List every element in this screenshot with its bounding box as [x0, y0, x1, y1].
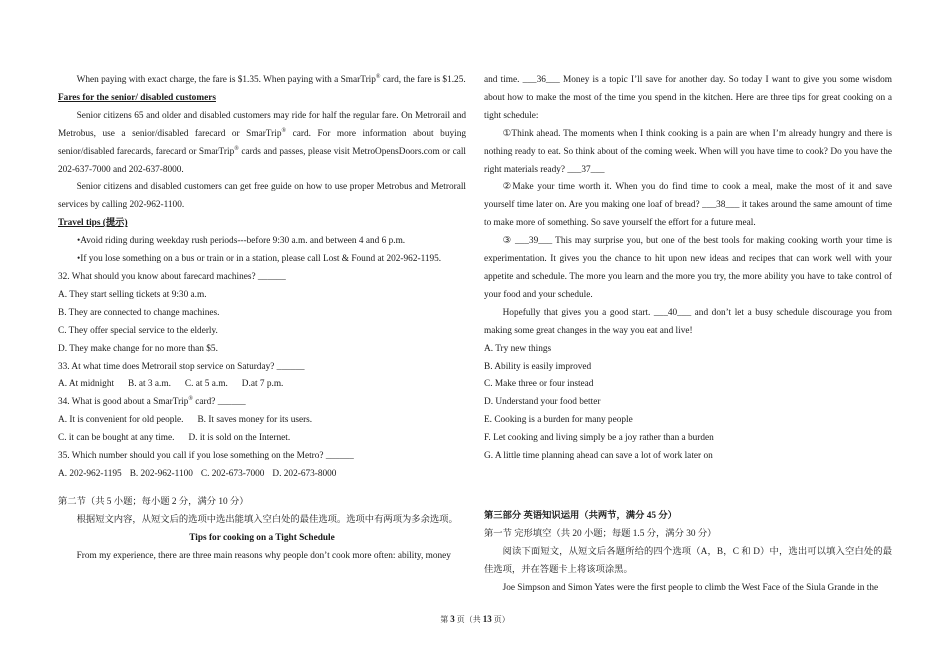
- q34-option-c: C. it can be bought at any time.: [58, 433, 175, 444]
- part-3-heading: 第三部分 英语知识运用（共两节，满分 45 分）: [484, 510, 677, 521]
- spacer: [58, 484, 466, 494]
- q32-option-a: A. They start selling tickets at 9:30 a.m.: [58, 289, 207, 300]
- passage-continuation: and time. ___36___ Money is a topic I’ll save for another day. So today I want to give you some wisdom about how to make the most of the time you spend in the kitchen. Here are three tips for great cooking on a tight schedule:: [484, 75, 892, 121]
- travel-tip-1: •Avoid riding during weekday rush periods---before 9:30 a.m. and between 4 and 6 p.m.: [77, 236, 406, 247]
- passage-title: Tips for cooking on a Tight Schedule: [189, 532, 335, 543]
- q34-text: 34. What is good about a SmarTrip: [58, 397, 189, 408]
- cooking-tip-1: ①Think ahead. The moments when I think cooking is a pain are when I’m already hungry and there is nothing ready to eat. So think about of the coming week. When will you have time to cook? Do you have the right materials ready? ___37___: [484, 128, 892, 175]
- q35-option-b: B. 202-962-1100: [129, 468, 193, 479]
- choice-c: C. Make three or four instead: [484, 379, 594, 390]
- choice-d: D. Understand your food better: [484, 397, 601, 408]
- passage-conclusion: Hopefully that gives you a good start. ___40___ and don’t let a busy schedule discourage you from making some great changes in the way you eat and live!: [484, 307, 892, 336]
- travel-tips-heading: Travel tips (提示): [58, 218, 128, 229]
- question-35: 35. Which number should you call if you lose something on the Metro? ______: [58, 451, 354, 462]
- fare-paragraph: [58, 72, 466, 90]
- travel-tip-2: •If you lose something on a bus or train or in a station, please call Lost & Found at 202-962-1195.: [77, 254, 442, 265]
- q35-options: [58, 466, 466, 484]
- right-column: [484, 72, 892, 597]
- footer-mid: 页（共: [454, 615, 483, 624]
- passage-paragraph-1: From my experience, there are three main reasons why people don’t cook more often: ability, money: [76, 550, 451, 561]
- q34-option-b: B. It saves money for its users.: [197, 415, 313, 426]
- seniors-paragraph-1: [58, 108, 466, 180]
- registered-mark: ®: [188, 396, 193, 403]
- seniors-text-c: cards and passes, please visit MetroOpensDoors.com or call 202-637-7000 and 202-637-8000.: [58, 146, 466, 175]
- choice-g: G. A little time planning ahead can save a lot of work later on: [484, 451, 713, 462]
- cooking-tip-2: ②Make your time worth it. When you do find time to cook a meal, make the most of it and save yourself time later on. Are you making one loaf of bread? ___38___ it takes around the same amount of time to make more of something. So save yourself the effort for a future meal.: [484, 182, 892, 229]
- q33-option-a: A. At midnight: [58, 379, 115, 390]
- q32-option-d: D. They make change for no more than $5.: [58, 343, 218, 354]
- page-number: 3: [450, 614, 455, 624]
- q34-option-d: D. it is sold on the Internet.: [188, 433, 291, 444]
- fares-heading: Fares for the senior/ disabled customers: [58, 92, 216, 103]
- spacer: [484, 466, 892, 494]
- footer-prefix: 第: [440, 615, 451, 624]
- q35-option-d: D. 202-673-8000: [272, 468, 337, 479]
- seniors-text-b: card. For more information about buying senior/disabled farecards, farecard or SmarTrip: [58, 128, 467, 157]
- question-33: 33. At what time does Metrorail stop service on Saturday? ______: [58, 361, 305, 372]
- left-column: [58, 72, 466, 565]
- cloze-paragraph-1: Joe Simpson and Simon Yates were the first people to climb the West Face of the Siula Grande in the: [502, 582, 879, 593]
- choice-b: B. Ability is easily improved: [484, 361, 592, 372]
- q34-options-cd: [58, 430, 466, 448]
- q34-options-ab: [58, 412, 466, 430]
- q32-option-c: C. They offer special service to the elderly.: [58, 325, 218, 336]
- section-2-heading: 第二节（共 5 小题；每小题 2 分，满分 10 分）: [58, 496, 249, 507]
- q34-option-a: A. It is convenient for old people.: [58, 415, 184, 426]
- q33-option-c: C. at 5 a.m.: [184, 379, 228, 390]
- page-footer: [0, 614, 950, 625]
- fare-text: When paying with exact charge, the fare is $1.35. When paying with a SmarTrip: [76, 75, 376, 85]
- total-pages: 13: [482, 614, 492, 624]
- part-3-instructions: 阅读下面短文，从短文后各题所给的四个选项（A，B，C 和 D）中，选出可以填入空白处的最佳选项，并在答题卡上将该项涂黑。: [484, 546, 892, 575]
- seniors-text-a: Senior citizens 65 and older and disabled customers may ride for half the regular fare. On Metrorail and Metrobus, use a senior/disabled farecard or SmarTrip: [58, 110, 466, 139]
- registered-mark: ®: [375, 73, 381, 80]
- choice-a: A. Try new things: [484, 343, 552, 354]
- q33-option-b: B. at 3 a.m.: [128, 379, 171, 390]
- q34-text-tail: card? ______: [192, 397, 246, 408]
- seniors-paragraph-2: Senior citizens and disabled customers can get free guide on how to use proper Metrobus and Metrorall services by calling 202-962-1100.: [58, 182, 466, 211]
- footer-suffix: 页）: [491, 615, 510, 624]
- section-2-instructions: 根据短文内容，从短文后的选项中选出能填入空白处的最佳选项。选项中有两项为多余选项。: [76, 514, 458, 525]
- part-3-section-1: 第一节 完形填空（共 20 小题；每题 1.5 分，满分 30 分）: [484, 528, 717, 539]
- q35-option-c: C. 202-673-7000: [200, 468, 265, 479]
- cooking-tip-3: ③ ___39___ This may surprise you, but one of the best tools for making cooking worth your time is experimentation. It gives you the chance to hit upon new ideas and recipes that can work well with your appetite and schedule. The more you learn and the more you try, the more ability you have to take control of your food and your schedule.: [484, 236, 892, 300]
- choice-e: E. Cooking is a burden for many people: [484, 415, 633, 426]
- choice-f: F. Let cooking and living simply be a joy rather than a burden: [484, 433, 714, 444]
- question-32: 32. What should you know about farecard machines? ______: [58, 271, 286, 282]
- registered-mark: ®: [281, 127, 287, 134]
- q33-options: [58, 376, 466, 394]
- q33-option-d: D.at 7 p.m.: [241, 379, 284, 390]
- question-34: [58, 394, 466, 412]
- q35-option-a: A. 202-962-1195: [58, 468, 122, 479]
- q32-option-b: B. They are connected to change machines.: [58, 307, 220, 318]
- fare-text-tail: card, the fare is $1.25.: [380, 75, 466, 85]
- registered-mark: ®: [234, 145, 239, 152]
